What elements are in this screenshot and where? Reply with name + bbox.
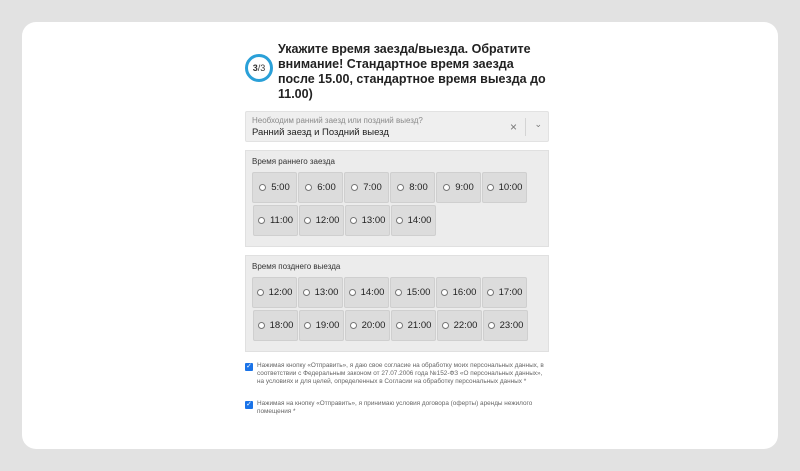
time-slot-label: 11:00 xyxy=(269,215,294,226)
time-slot-label: 19:00 xyxy=(315,320,340,331)
time-slot-label: 23:00 xyxy=(499,320,524,331)
late-time-slot[interactable] xyxy=(253,310,298,341)
early-time-slot[interactable] xyxy=(345,205,390,236)
consent-offer-checkbox[interactable]: ✓ xyxy=(246,401,252,408)
late-time-slot[interactable] xyxy=(344,277,389,308)
consent-personal-data-checkbox[interactable]: ✓ xyxy=(246,363,252,370)
chevron-down-icon[interactable]: ⌄ xyxy=(534,119,542,129)
late-time-slot[interactable] xyxy=(482,277,527,308)
step-indicator xyxy=(245,54,273,82)
late-time-slot[interactable] xyxy=(391,310,436,341)
early-time-slot[interactable] xyxy=(252,172,297,203)
radio-button[interactable] xyxy=(443,184,450,191)
step-total: /3 xyxy=(257,63,266,73)
radio-button[interactable] xyxy=(350,322,357,329)
radio-button[interactable] xyxy=(258,217,265,224)
late-time-slot[interactable] xyxy=(252,277,297,308)
consent-personal-data xyxy=(245,362,549,386)
early-checkin-panel xyxy=(245,150,549,247)
radio-button[interactable] xyxy=(488,322,495,329)
late-time-slot[interactable] xyxy=(436,277,481,308)
time-slot-label: 22:00 xyxy=(453,320,478,331)
early-time-slot[interactable] xyxy=(253,205,298,236)
radio-button[interactable] xyxy=(442,322,449,329)
radio-button[interactable] xyxy=(305,184,312,191)
late-time-slot[interactable] xyxy=(298,277,343,308)
late-time-slot[interactable] xyxy=(390,277,435,308)
radio-button[interactable] xyxy=(304,322,311,329)
time-slot-label: 14:00 xyxy=(407,215,432,226)
radio-button[interactable] xyxy=(396,322,403,329)
early-time-slot[interactable] xyxy=(436,172,481,203)
form-content xyxy=(245,42,549,416)
time-slot-label: 18:00 xyxy=(269,320,294,331)
time-slot-label: 5:00 xyxy=(271,182,290,193)
early-time-slot[interactable] xyxy=(482,172,527,203)
radio-button[interactable] xyxy=(351,184,358,191)
time-slot-label: 8:00 xyxy=(409,182,428,193)
form-card xyxy=(22,22,778,449)
late-checkout-slots xyxy=(252,277,542,343)
late-checkout-label: Время позднего выезда xyxy=(252,262,341,271)
time-slot-label: 6:00 xyxy=(317,182,336,193)
early-time-slot[interactable] xyxy=(299,205,344,236)
radio-button[interactable] xyxy=(487,184,494,191)
consent-personal-data-text: Нажимая кнопку «Отправить», я даю свое согласие на обработку моих персональных данных, в соответствии с Федеральным законом от 27.07.2006 года №152-ФЗ «О персональных данных», на условиях и для целей, определенных в Согласии на обработку персональных данных * xyxy=(257,362,544,385)
radio-button[interactable] xyxy=(303,289,310,296)
early-time-slot[interactable] xyxy=(344,172,389,203)
consent-offer xyxy=(245,400,549,416)
select-value: Ранний заезд и Поздний выезд xyxy=(252,127,389,138)
radio-button[interactable] xyxy=(395,289,402,296)
late-time-slot[interactable] xyxy=(483,310,528,341)
early-late-select[interactable] xyxy=(245,111,549,142)
radio-button[interactable] xyxy=(397,184,404,191)
early-checkin-label: Время раннего заезда xyxy=(252,157,335,166)
radio-button[interactable] xyxy=(257,289,264,296)
select-separator xyxy=(525,118,526,136)
time-slot-label: 12:00 xyxy=(315,215,340,226)
late-time-slot[interactable] xyxy=(299,310,344,341)
time-slot-label: 12:00 xyxy=(268,287,293,298)
radio-button[interactable] xyxy=(350,217,357,224)
early-time-slot[interactable] xyxy=(390,172,435,203)
time-slot-label: 10:00 xyxy=(498,182,523,193)
radio-button[interactable] xyxy=(396,217,403,224)
radio-button[interactable] xyxy=(258,322,265,329)
time-slot-label: 9:00 xyxy=(455,182,474,193)
time-slot-label: 7:00 xyxy=(363,182,382,193)
time-slot-label: 17:00 xyxy=(498,287,523,298)
time-slot-label: 16:00 xyxy=(452,287,477,298)
step-header xyxy=(245,42,549,102)
late-checkout-panel xyxy=(245,255,549,352)
time-slot-label: 21:00 xyxy=(407,320,432,331)
radio-button[interactable] xyxy=(349,289,356,296)
select-placeholder: Необходим ранний заезд или поздний выезд? xyxy=(252,116,423,125)
radio-button[interactable] xyxy=(304,217,311,224)
clear-icon[interactable]: × xyxy=(509,120,517,134)
time-slot-label: 14:00 xyxy=(360,287,385,298)
step-title: Укажите время заезда/выезда. Обратите внимание! Стандартное время заезда после 15.00, стандартное время выезда до 11.00) xyxy=(278,42,546,101)
late-time-slot[interactable] xyxy=(437,310,482,341)
radio-button[interactable] xyxy=(259,184,266,191)
early-checkin-slots xyxy=(252,172,542,238)
late-time-slot[interactable] xyxy=(345,310,390,341)
time-slot-label: 13:00 xyxy=(361,215,386,226)
radio-button[interactable] xyxy=(487,289,494,296)
time-slot-label: 20:00 xyxy=(361,320,386,331)
consent-offer-text: Нажимая на кнопку «Отправить», я принимаю условия договора (оферты) аренды нежилого помещения * xyxy=(257,400,533,415)
time-slot-label: 13:00 xyxy=(314,287,339,298)
early-time-slot[interactable] xyxy=(298,172,343,203)
radio-button[interactable] xyxy=(441,289,448,296)
early-time-slot[interactable] xyxy=(391,205,436,236)
step-current: 3 xyxy=(252,63,258,73)
time-slot-label: 15:00 xyxy=(406,287,431,298)
